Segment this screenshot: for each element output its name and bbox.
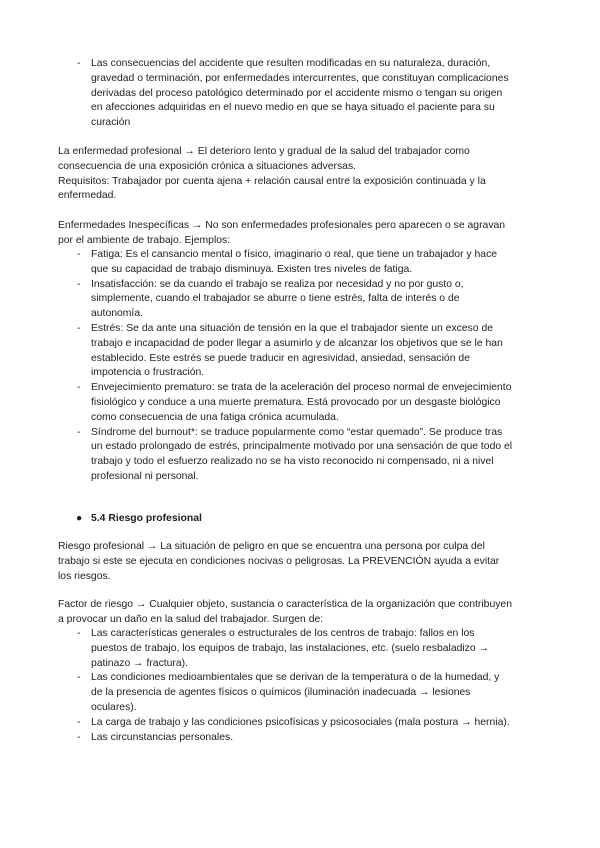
section-heading: [76, 512, 202, 527]
list-item-circunstancias: [58, 731, 558, 746]
list-item-line: autonomía.: [91, 308, 143, 320]
list-item-line: Insatisfacción: se da cuando el trabajo se realiza por necesidad y no por gusto o,: [91, 278, 464, 290]
paragraph-line: Requisitos: Trabajador por cuenta ajena + relación causal entre la exposición continuada y la: [58, 175, 486, 187]
list-item-line: simplemente, cuando el trabajador se aburre o tiene estrés, falta de interés o de: [91, 293, 460, 305]
dash-marker: -: [77, 628, 81, 639]
paragraph-line: Enfermedades Inespecíficas → No son enfermedades profesionales pero aparecen o se agravan: [58, 220, 506, 231]
accident-consequences-list: [58, 57, 558, 131]
list-item-line: un estado prolongado de estrés, principalmente motivado por una sensación de que todo el: [91, 441, 513, 453]
risk-factor-list: [58, 627, 558, 745]
list-item-line: en afecciones adquiridas en el nuevo medio en que se haya situado el paciente para su: [91, 102, 495, 114]
list-item-line: Estrés: Se da ante una situación de tensión en la que el trabajador siente un exceso de: [91, 322, 494, 334]
list-item-line: fisiológico y conduce a una muerte prematura. Está provocado por un desgaste biológico: [91, 396, 501, 408]
dash-marker: -: [77, 249, 81, 260]
paragraph-line: los riesgos.: [58, 570, 111, 582]
paragraph-line: trabajo si este se ejecuta en condiciones nocivas o peligrosas. La PREVENCIÓN ayuda a evitar: [58, 555, 500, 567]
paragraph-line: por el ambiente de trabajo. Ejemplos:: [58, 234, 231, 246]
list-item-line: puestos de trabajo, los equipos de trabajo, las instalaciones, etc. (suelo resbaladizo →: [91, 642, 489, 654]
list-item-line: curación: [91, 117, 131, 129]
nonspecific-diseases-paragraph: [58, 219, 548, 249]
dash-marker: -: [77, 426, 81, 438]
list-item-insatisfaccion: [58, 278, 558, 322]
list-item-estres: [58, 322, 558, 381]
list-item-line: La carga de trabajo y las condiciones psicofísicas y psicosociales (mala postura → hernia).: [91, 716, 510, 728]
list-item-line: Las condiciones medioambientales que se derivan de la temperatura o de la humedad, y: [91, 672, 500, 684]
dash-marker: -: [77, 672, 81, 684]
list-item-line: Las circunstancias personales.: [91, 731, 234, 743]
list-item-caracteristicas: [58, 627, 558, 671]
list-item-burnout: [58, 426, 558, 485]
paragraph-line: enfermedad.: [58, 190, 117, 202]
paragraph-line: La enfermedad profesional → El deterioro lento y gradual de la salud del trabajador como: [58, 146, 470, 157]
list-item-line: derivadas del proceso patológico determinado por el accidente mismo o tengan su origen: [91, 87, 503, 99]
list-item-line: establecido. Este estrés se puede traducir en agresividad, ansiedad, sensación de: [91, 352, 470, 364]
list-item-fatiga: [58, 248, 558, 278]
list-item-line: como consecuencia de una fatiga crónica acumulada.: [91, 411, 339, 423]
paragraph-line: a provocar un daño en la salud del trabajador. Surgen de:: [58, 613, 324, 625]
risk-factor-paragraph: [58, 598, 548, 628]
bullet-icon: ●: [76, 513, 83, 524]
list-item-line: trabajo y todo el esfuerzo realizado no se ha visto reconocido ni compensado, ni a nivel: [91, 456, 494, 468]
list-item-line: impotencia o frustración.: [91, 367, 205, 379]
dash-marker: -: [77, 322, 81, 334]
dash-marker: -: [77, 278, 81, 290]
list-item-line: Síndrome del burnout*: se traduce popularmente como “estar quemado”. Se produce tras: [91, 426, 503, 438]
list-item-line: que su capacidad de trabajo disminuya. Existen tres niveles de fatiga.: [91, 263, 413, 275]
list-item-envejecimiento: [58, 381, 558, 425]
occupational-disease-paragraph: [58, 145, 548, 204]
dash-marker: -: [77, 716, 81, 728]
list-item-line: patinazo → fractura).: [91, 657, 189, 669]
list-item-condiciones: [58, 671, 558, 715]
list-item-line: trabajo e incapacidad de poder llegar a asumirlo y de alcanzar los objetivos que se le han: [91, 337, 503, 349]
professional-risk-paragraph: [58, 540, 548, 584]
list-item-line: Las consecuencias del accidente que resulten modificadas en su naturaleza, duración,: [91, 58, 491, 69]
list-item-line: Las características generales o estructurales de los centros de trabajo: fallos en los: [91, 628, 475, 639]
dash-marker: -: [77, 382, 81, 394]
dash-marker: -: [77, 731, 81, 743]
list-item-line: Fatiga: Es el cansancio mental o físico, imaginario o real, que tiene un trabajador y hace: [91, 249, 498, 260]
nonspecific-diseases-list: [58, 248, 558, 485]
list-item-line: gravedad o terminación, por enfermedades intercurrentes, que constituyan complicaciones: [91, 72, 509, 84]
section-title: 5.4 Riesgo profesional: [91, 513, 202, 524]
list-item-line: de la presencia de agentes físicos o químicos (iluminación inadecuada → lesiones: [91, 687, 471, 699]
paragraph-line: consecuencia de una exposición crónica a situaciones adversas.: [58, 160, 357, 172]
list-item: [58, 57, 558, 131]
dash-marker: -: [77, 58, 81, 69]
paragraph-line: Factor de riesgo → Cualquier objeto, sustancia o característica de la organización que contribuyen: [58, 599, 512, 610]
list-item-line: profesional ni personal.: [91, 470, 199, 482]
list-item-line: Envejecimiento prematuro: se trata de la aceleración del proceso normal de envejecimiento: [91, 382, 512, 394]
list-item-line: oculares).: [91, 701, 137, 713]
list-item-carga: [58, 716, 558, 731]
paragraph-line: Riesgo profesional → La situación de peligro en que se encuentra una persona por culpa del: [58, 541, 485, 552]
